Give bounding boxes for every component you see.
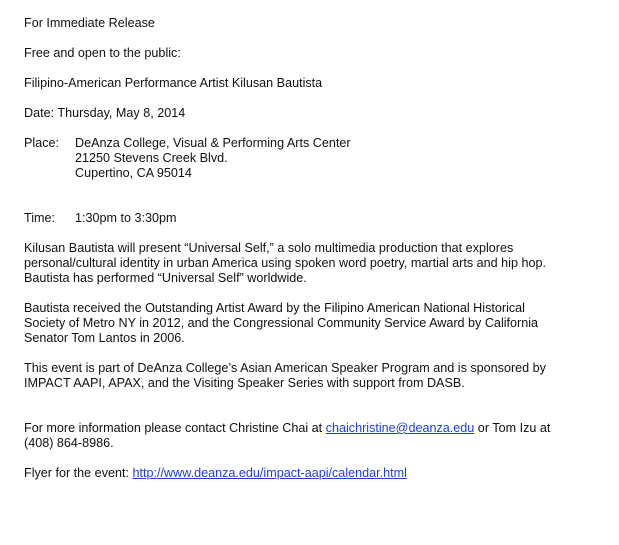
awards-line: Senator Tom Lantos in 2006. xyxy=(24,331,185,345)
time-block xyxy=(24,211,604,226)
contact-phone: (408) 864-8986. xyxy=(24,436,114,450)
place-venue: DeAnza College, Visual & Performing Arts Center xyxy=(75,136,351,150)
contact-paragraph xyxy=(24,421,604,451)
sponsor-paragraph xyxy=(24,361,604,391)
description-line: Kilusan Bautista will present “Universal Self,” a solo multimedia production that explores xyxy=(24,241,514,255)
flyer-line xyxy=(24,466,604,481)
awards-line: Bautista received the Outstanding Artist Award by the Filipino American National Historical xyxy=(24,301,525,315)
contact-suffix: or Tom Izu at xyxy=(474,421,551,435)
place-values xyxy=(75,136,351,181)
description-line: personal/cultural identity in urban America using spoken word poetry, martial arts and hip hop. xyxy=(24,256,546,270)
sponsor-line: This event is part of DeAnza College’s Asian American Speaker Program and is sponsored by xyxy=(24,361,546,375)
flyer-url-link[interactable]: http://www.deanza.edu/impact-aapi/calendar.html xyxy=(132,466,407,480)
time-value: 1:30pm to 3:30pm xyxy=(75,211,177,225)
awards-paragraph xyxy=(24,301,604,346)
date-line: Date: Thursday, May 8, 2014 xyxy=(24,106,186,120)
release-line: For Immediate Release xyxy=(24,16,155,30)
sponsor-line: IMPACT AAPI, APAX, and the Visiting Speaker Series with support from DASB. xyxy=(24,376,465,390)
place-street: 21250 Stevens Creek Blvd. xyxy=(75,151,228,165)
contact-line xyxy=(24,421,604,436)
time-label: Time: xyxy=(24,211,56,225)
description-paragraph xyxy=(24,241,604,286)
contact-prefix: For more information please contact Christine Chai at xyxy=(24,421,326,435)
place-city: Cupertino, CA 95014 xyxy=(75,166,192,180)
press-release-document xyxy=(24,16,604,496)
awards-line: Society of Metro NY in 2012, and the Congressional Community Service Award by California xyxy=(24,316,539,330)
place-block xyxy=(24,136,604,181)
flyer-prefix: Flyer for the event: xyxy=(24,466,133,480)
contact-email-link[interactable]: chaichristine@deanza.edu xyxy=(325,421,475,435)
place-label: Place: xyxy=(24,136,60,150)
headline: Filipino-American Performance Artist Kilusan Bautista xyxy=(24,76,323,90)
free-public-line: Free and open to the public: xyxy=(24,46,181,60)
description-line: Bautista has performed “Universal Self” worldwide. xyxy=(24,271,307,285)
